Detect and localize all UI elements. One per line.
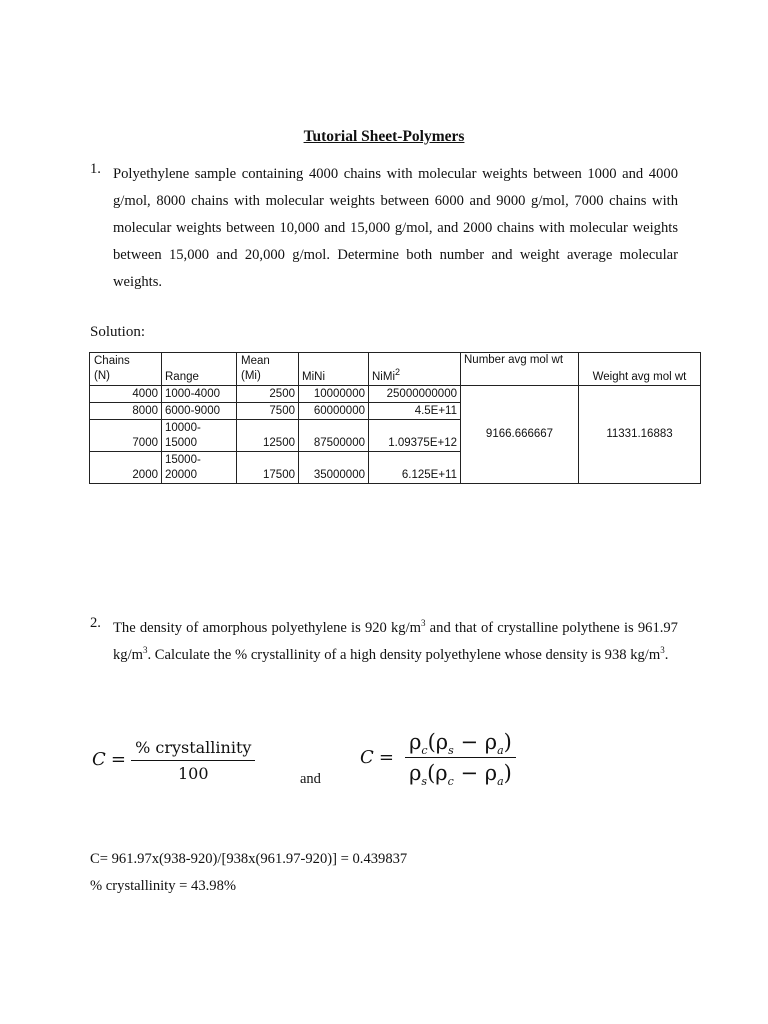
- solution-label: Solution:: [90, 324, 146, 340]
- and-label: and: [300, 771, 321, 787]
- question-text: Polyethylene sample containing 4000 chains with molecular weights between 1000 and 4000 g/mol, 8000 chains with molecular weights between 6000 and 9000 g/mol, 7000 chains with molecular weights between 10,000 and 15,000 g/mol, and 2000 chains with molecular weights between 15,000 and 20,000 g/mol. Determine both number and weight average molecular weights.: [113, 166, 678, 290]
- cell-chains: 2000: [90, 452, 162, 484]
- table-row: [90, 386, 701, 403]
- header-mean: Mean (Mi): [237, 353, 299, 386]
- question-number: 2.: [90, 615, 101, 631]
- cell-chains: 4000: [90, 386, 162, 403]
- header-nimi2: NiMi$^2$: [369, 353, 461, 386]
- formula-equals: =: [378, 747, 394, 768]
- formula-equals: =: [110, 749, 126, 770]
- formula-lhs: C: [360, 747, 374, 768]
- question-2: [90, 615, 678, 669]
- cell-chains: 8000: [90, 403, 162, 420]
- cell-chains: 7000: [90, 420, 162, 452]
- calculation-line: C= 961.97x(938-920)/[938x(961.97-920)] = 0.439837: [90, 851, 408, 867]
- cell-mini: 60000000: [299, 403, 369, 420]
- crystallinity-formula: [92, 738, 255, 783]
- cell-mean: 17500: [237, 452, 299, 484]
- cell-number-avg: 9166.666667: [461, 386, 579, 484]
- cell-mini: 10000000: [299, 386, 369, 403]
- molecular-weight-table: [89, 352, 701, 484]
- cell-range: 10000- 15000: [162, 420, 237, 452]
- cell-nimi2: 6.125E+11: [369, 452, 461, 484]
- table-header-row: [90, 353, 701, 386]
- cell-mini: 87500000: [299, 420, 369, 452]
- header-range: Range: [162, 353, 237, 386]
- density-formula: [360, 730, 516, 789]
- header-weight-avg: Weight avg mol wt: [579, 353, 701, 386]
- header-number-avg: Number avg mol wt: [461, 353, 579, 386]
- question-1: [90, 161, 678, 296]
- cell-mean: 2500: [237, 386, 299, 403]
- question-number: 1.: [90, 161, 101, 177]
- formula-denominator: 100: [177, 764, 209, 783]
- formula-lhs: C: [92, 749, 106, 770]
- cell-nimi2: 1.09375E+12: [369, 420, 461, 452]
- result-line: % crystallinity = 43.98%: [90, 878, 237, 894]
- cell-mini: 35000000: [299, 452, 369, 484]
- formula-fraction: [405, 730, 516, 789]
- cell-mean: 7500: [237, 403, 299, 420]
- question-text: The density of amorphous polyethylene is 920 $kg/m^3$ and that of crystalline polythene is 961.97 $kg/m^3$. Calculate the % crystallinity of a high density polyethylene whose density is 938 $kg/m^3$.: [113, 618, 678, 663]
- header-mini: MiNi: [299, 353, 369, 386]
- header-chains: Chains (N): [90, 353, 162, 386]
- cell-range: 1000-4000: [162, 386, 237, 403]
- formula-numerator: $\rho_c(\rho_s - \rho_a)$: [405, 730, 516, 758]
- cell-nimi2: 25000000000: [369, 386, 461, 403]
- cell-weight-avg: 11331.16883: [579, 386, 701, 484]
- formula-fraction: [131, 738, 255, 783]
- cell-range: 6000-9000: [162, 403, 237, 420]
- page-title: Tutorial Sheet-Polymers: [303, 128, 465, 145]
- formula-numerator: % crystallinity: [131, 738, 255, 761]
- cell-range: 15000- 20000: [162, 452, 237, 484]
- formula-denominator: $\rho_s(\rho_c - \rho_a)$: [409, 761, 512, 789]
- cell-nimi2: 4.5E+11: [369, 403, 461, 420]
- cell-mean: 12500: [237, 420, 299, 452]
